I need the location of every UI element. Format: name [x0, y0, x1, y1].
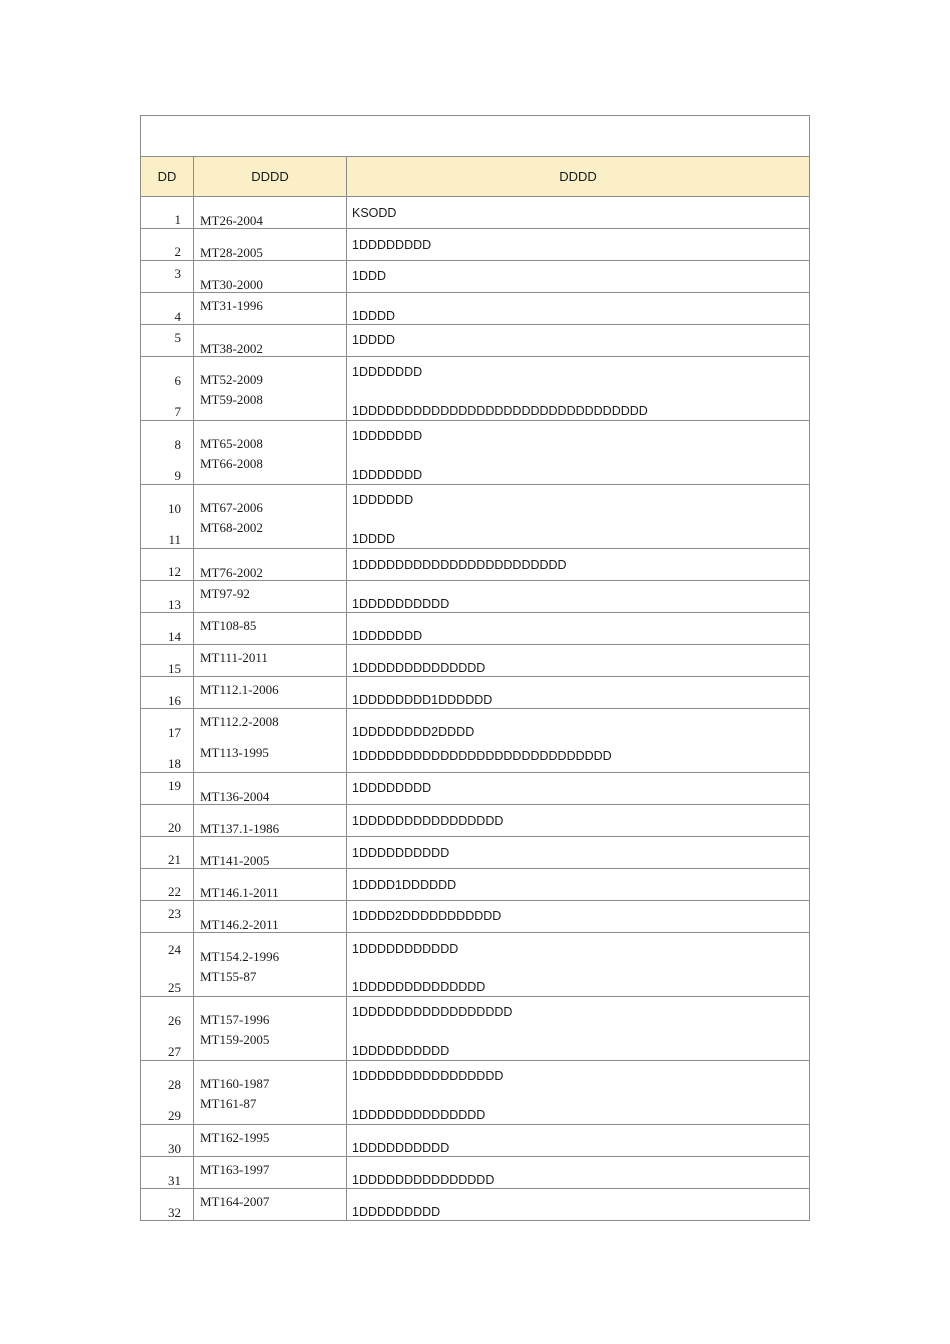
row-number-text: 14 [168, 629, 181, 644]
standard-code-text: MT162-1995 [200, 1130, 270, 1145]
table-row [141, 293, 810, 325]
standard-code-text: MT30-2000 [200, 277, 263, 292]
standard-name-cell [347, 837, 810, 869]
standard-name-cell [347, 357, 810, 421]
standard-code-text: MT146.2-2011 [200, 917, 279, 932]
table-row [141, 901, 810, 933]
standard-name-cell [347, 293, 810, 325]
standard-name-cell [347, 1189, 810, 1221]
row-number-cell [141, 901, 194, 933]
row-number-cell [141, 229, 194, 261]
standard-code-cell [194, 773, 347, 805]
row-number-cell [141, 773, 194, 805]
table-title [141, 116, 810, 157]
standard-code-text: MT112.1-2006 [200, 682, 279, 697]
standard-name-text: 1DDDDDDDD1DDDDDD [352, 693, 493, 707]
row-number-text: 21 [168, 852, 181, 867]
table-row [141, 421, 810, 485]
row-number-text: 17 [168, 725, 181, 740]
standard-code-text: MT157-1996 [200, 1012, 270, 1027]
row-number-cell [141, 485, 194, 549]
standard-code-cell [194, 1157, 347, 1189]
standard-name-text: 1DDDDDDDDDDDDDDDDDDDDDDD [352, 558, 567, 572]
standard-code-cell [194, 677, 347, 709]
standard-code-cell [194, 485, 347, 549]
standard-code-text: MT67-2006 [200, 500, 263, 515]
row-number-text: 15 [168, 661, 181, 676]
table-row [141, 1061, 810, 1125]
standard-name-text: 1DDDDDDDDDDDDDDDD [352, 814, 504, 828]
table-row [141, 1189, 810, 1221]
standard-code-cell [194, 197, 347, 229]
row-number-cell [141, 997, 194, 1061]
standard-name-text: 1DDDDDDDDD [352, 1205, 441, 1219]
standards-table [140, 115, 810, 1221]
table-row [141, 805, 810, 837]
table-row [141, 261, 810, 293]
table-row [141, 325, 810, 357]
table-row [141, 613, 810, 645]
standard-name-cell [347, 229, 810, 261]
row-number-cell [141, 677, 194, 709]
standard-name-text: 1DDDDDDDDDDDDDDDD [352, 1069, 504, 1083]
table-header-row [141, 157, 810, 197]
standard-code-cell [194, 357, 347, 421]
header-no: DD [141, 157, 194, 197]
row-number-cell [141, 837, 194, 869]
standard-name-cell [347, 901, 810, 933]
standard-name-text: 1DDDDDDDDDD [352, 846, 450, 860]
table-row [141, 357, 810, 421]
table-row [141, 933, 810, 997]
standard-name-text: 1DDDDDDDDDDDDDD [352, 1108, 486, 1122]
row-number-cell [141, 933, 194, 997]
row-number-cell [141, 1125, 194, 1157]
row-number-text: 31 [168, 1173, 181, 1188]
standard-name-text: 1DDDDDDD [352, 365, 423, 379]
standard-code-cell [194, 581, 347, 613]
table-row [141, 485, 810, 549]
standard-name-cell [347, 613, 810, 645]
standard-name-cell [347, 997, 810, 1061]
table-row [141, 1125, 810, 1157]
standard-name-text: 1DDDDDDDDDD [352, 1044, 450, 1058]
standard-name-text: 1DDDD2DDDDDDDDDDD [352, 909, 502, 923]
standard-name-text: 1DDDDDDDDDDDDDDD [352, 1173, 495, 1187]
standard-code-cell [194, 229, 347, 261]
table-body [141, 116, 810, 1221]
standard-code-text: MT76-2002 [200, 565, 263, 580]
table-row [141, 837, 810, 869]
row-number-text: 20 [168, 820, 181, 835]
standard-name-text: 1DDDDDDDD2DDDD [352, 725, 475, 739]
row-number-text: 6 [174, 373, 181, 388]
standard-code-text: MT68-2002 [200, 520, 263, 535]
standard-name-cell [347, 773, 810, 805]
standard-code-cell [194, 933, 347, 997]
standard-code-text: MT111-2011 [200, 650, 268, 665]
table-row [141, 581, 810, 613]
standard-name-text: 1DDDDDDD [352, 468, 423, 482]
standard-name-cell [347, 709, 810, 773]
row-number-text: 8 [174, 437, 181, 452]
standard-code-text: MT31-1996 [200, 298, 263, 313]
standard-code-text: MT26-2004 [200, 213, 263, 228]
row-number-text: 12 [168, 564, 181, 579]
standard-code-text: MT164-2007 [200, 1194, 270, 1209]
standard-code-text: MT161-87 [200, 1096, 257, 1111]
table-row [141, 997, 810, 1061]
standard-name-text: 1DDDDDDDDDDDDDD [352, 661, 486, 675]
header-code: DDDD [194, 157, 347, 197]
standard-name-cell [347, 197, 810, 229]
standard-code-cell [194, 837, 347, 869]
standard-code-text: MT113-1995 [200, 745, 269, 760]
standard-name-text: 1DDDDDDDDDDD [352, 942, 459, 956]
standard-code-text: MT97-92 [200, 586, 250, 601]
row-number-text: 10 [168, 501, 181, 516]
standard-name-text: 1DDDDDDD [352, 629, 423, 643]
row-number-cell [141, 421, 194, 485]
header-name: DDDD [347, 157, 810, 197]
standard-code-cell [194, 997, 347, 1061]
row-number-text: 3 [174, 266, 181, 281]
standard-code-cell [194, 901, 347, 933]
standard-code-text: MT38-2002 [200, 341, 263, 356]
standard-name-text: 1DDDD [352, 333, 396, 347]
row-number-cell [141, 197, 194, 229]
row-number-cell [141, 549, 194, 581]
row-number-text: 26 [168, 1013, 181, 1028]
row-number-text: 11 [168, 532, 181, 547]
row-number-cell [141, 1189, 194, 1221]
row-number-cell [141, 1061, 194, 1125]
row-number-cell [141, 645, 194, 677]
row-number-cell [141, 357, 194, 421]
standard-name-text: 1DDDD1DDDDDD [352, 878, 457, 892]
standard-code-cell [194, 709, 347, 773]
row-number-text: 19 [168, 778, 181, 793]
standard-code-text: MT28-2005 [200, 245, 263, 260]
standard-code-cell [194, 805, 347, 837]
standard-code-cell [194, 613, 347, 645]
standard-code-text: MT154.2-1996 [200, 949, 280, 964]
standard-name-cell [347, 805, 810, 837]
standard-name-cell [347, 549, 810, 581]
standard-name-text: 1DDDDDDDD [352, 238, 432, 252]
row-number-text: 9 [174, 468, 181, 483]
row-number-cell [141, 805, 194, 837]
row-number-text: 28 [168, 1077, 181, 1092]
standard-code-text: MT59-2008 [200, 392, 263, 407]
standard-name-text: 1DDDD [352, 309, 396, 323]
standard-code-text: MT155-87 [200, 969, 257, 984]
row-number-text: 2 [174, 244, 181, 259]
table-row [141, 645, 810, 677]
row-number-text: 22 [168, 884, 181, 899]
standard-name-text: KSODD [352, 206, 397, 220]
standard-code-cell [194, 645, 347, 677]
standard-code-cell [194, 549, 347, 581]
standard-code-text: MT137.1-1986 [200, 821, 280, 836]
row-number-text: 16 [168, 693, 181, 708]
standard-name-cell [347, 485, 810, 549]
table-row [141, 229, 810, 261]
table-row [141, 677, 810, 709]
row-number-cell [141, 581, 194, 613]
row-number-cell [141, 709, 194, 773]
standard-code-text: MT159-2005 [200, 1032, 270, 1047]
standard-name-text: 1DDDDDDD [352, 429, 423, 443]
standard-name-cell [347, 1061, 810, 1125]
standard-name-text: 1DDDDDDDDDDDDDDDDD [352, 1005, 513, 1019]
row-number-text: 5 [174, 330, 181, 345]
standard-code-cell [194, 261, 347, 293]
standard-code-text: MT65-2008 [200, 436, 263, 451]
standard-code-text: MT141-2005 [200, 853, 270, 868]
table-row [141, 709, 810, 773]
table-title-row [141, 116, 810, 157]
standard-name-cell [347, 645, 810, 677]
row-number-cell [141, 293, 194, 325]
standard-code-text: MT136-2004 [200, 789, 270, 804]
standard-code-text: MT52-2009 [200, 372, 263, 387]
standard-code-text: MT160-1987 [200, 1076, 270, 1091]
row-number-text: 24 [168, 942, 181, 957]
standard-name-cell [347, 869, 810, 901]
standard-name-cell [347, 581, 810, 613]
row-number-text: 4 [174, 309, 181, 324]
row-number-cell [141, 613, 194, 645]
standard-name-text: 1DDDDDDDDDDDDDDDDDDDDDDDDDDDDDDDD [352, 404, 648, 418]
row-number-cell [141, 1157, 194, 1189]
standard-name-text: 1DDDDDDDDDDDDDDDDDDDDDDDDDDDD [352, 749, 612, 763]
row-number-text: 13 [168, 597, 181, 612]
row-number-text: 23 [168, 906, 181, 921]
row-number-text: 1 [174, 212, 181, 227]
standard-code-cell [194, 1061, 347, 1125]
table-row [141, 1157, 810, 1189]
standard-name-cell [347, 1157, 810, 1189]
row-number-text: 29 [168, 1108, 181, 1123]
standard-code-text: MT112.2-2008 [200, 714, 279, 729]
standard-name-text: 1DDDDDDDDDD [352, 1141, 450, 1155]
row-number-text: 30 [168, 1141, 181, 1156]
standard-name-cell [347, 261, 810, 293]
standard-name-text: 1DDDDDDDDDD [352, 597, 450, 611]
standard-code-cell [194, 325, 347, 357]
standard-name-cell [347, 1125, 810, 1157]
standard-name-text: 1DDD [352, 269, 387, 283]
standard-code-cell [194, 293, 347, 325]
row-number-text: 18 [168, 756, 181, 771]
row-number-cell [141, 869, 194, 901]
standard-name-cell [347, 677, 810, 709]
standard-name-text: 1DDDDDD [352, 493, 414, 507]
standard-code-text: MT108-85 [200, 618, 257, 633]
standard-name-cell [347, 421, 810, 485]
standard-name-text: 1DDDD [352, 532, 396, 546]
row-number-cell [141, 325, 194, 357]
table-row [141, 773, 810, 805]
row-number-text: 7 [174, 404, 181, 419]
standard-code-cell [194, 421, 347, 485]
standard-code-text: MT163-1997 [200, 1162, 270, 1177]
table-row [141, 549, 810, 581]
standard-name-cell [347, 325, 810, 357]
standard-code-cell [194, 1189, 347, 1221]
table-row [141, 197, 810, 229]
standard-code-cell [194, 1125, 347, 1157]
row-number-text: 25 [168, 980, 181, 995]
standard-code-text: MT146.1-2011 [200, 885, 279, 900]
table-row [141, 869, 810, 901]
standard-name-text: 1DDDDDDDD [352, 781, 432, 795]
standard-name-text: 1DDDDDDDDDDDDDD [352, 980, 486, 994]
standard-code-text: MT66-2008 [200, 456, 263, 471]
row-number-text: 27 [168, 1044, 181, 1059]
row-number-text: 32 [168, 1205, 181, 1220]
row-number-cell [141, 261, 194, 293]
standard-code-cell [194, 869, 347, 901]
standard-name-cell [347, 933, 810, 997]
